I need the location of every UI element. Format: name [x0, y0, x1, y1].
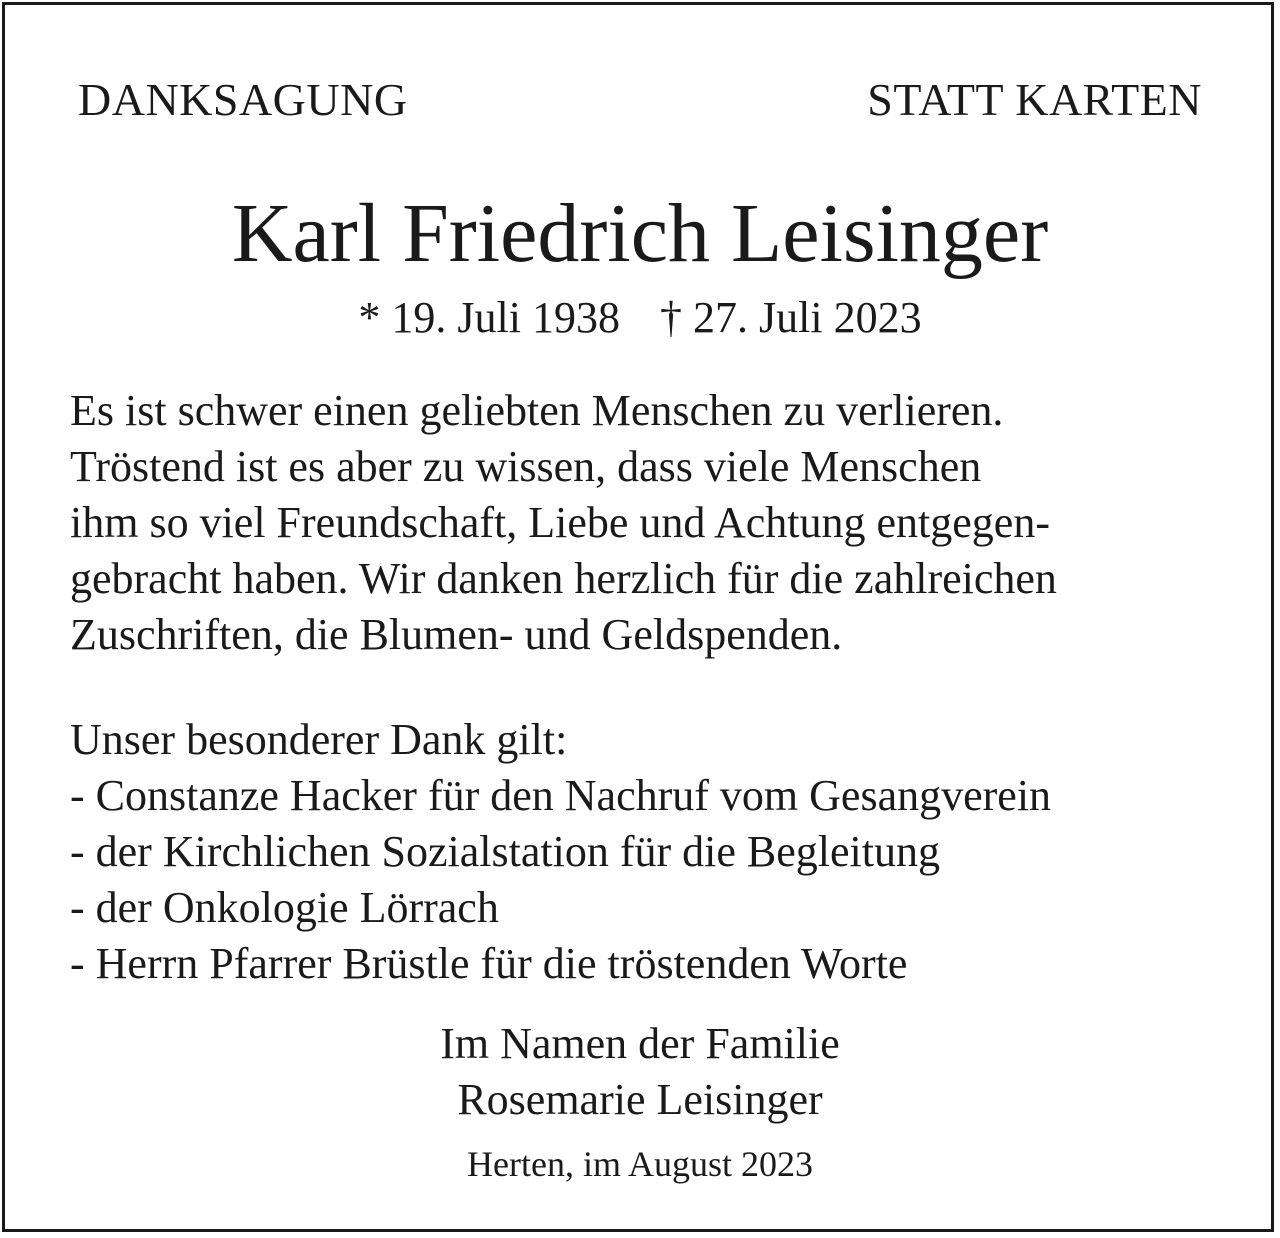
special-thanks-item: - Constanze Hacker für den Nachruf vom Gesangverein [70, 771, 1052, 820]
signature [0, 1016, 1280, 1128]
special-thanks-intro: Unser besonderer Dank gilt: [70, 715, 568, 764]
header-danksagung: DANKSAGUNG [78, 74, 408, 125]
deceased-name: Karl Friedrich Leisinger [231, 187, 1049, 280]
body-line: gebracht haben. Wir danken herzlich für die zahlreichen [70, 554, 1057, 603]
death-date: † 27. Juli 2023 [660, 293, 922, 342]
special-thanks-item: - der Onkologie Lörrach [70, 883, 499, 932]
thank-you-text [70, 383, 1057, 663]
body-line: Es ist schwer einen geliebten Menschen zu verlieren. [70, 386, 1004, 435]
body-line: Tröstend ist es aber zu wissen, dass viele Menschen [70, 442, 982, 491]
life-dates [0, 290, 1280, 346]
body-line: ihm so viel Freundschaft, Liebe und Achtung entgegen- [70, 498, 1050, 547]
signature-line-1: Im Namen der Familie [440, 1019, 840, 1068]
header-statt-karten: STATT KARTEN [867, 74, 1202, 125]
body-line: Zuschriften, die Blumen- und Geldspenden. [70, 610, 843, 659]
place-date: Herten, im August 2023 [467, 1144, 813, 1184]
special-thanks-item: - Herrn Pfarrer Brüstle für die tröstenden Worte [70, 939, 908, 988]
special-thanks [70, 712, 1051, 992]
special-thanks-item: - der Kirchlichen Sozialstation für die Begleitung [70, 827, 940, 876]
birth-date: * 19. Juli 1938 [358, 293, 620, 342]
signature-line-2: Rosemarie Leisinger [457, 1075, 823, 1124]
